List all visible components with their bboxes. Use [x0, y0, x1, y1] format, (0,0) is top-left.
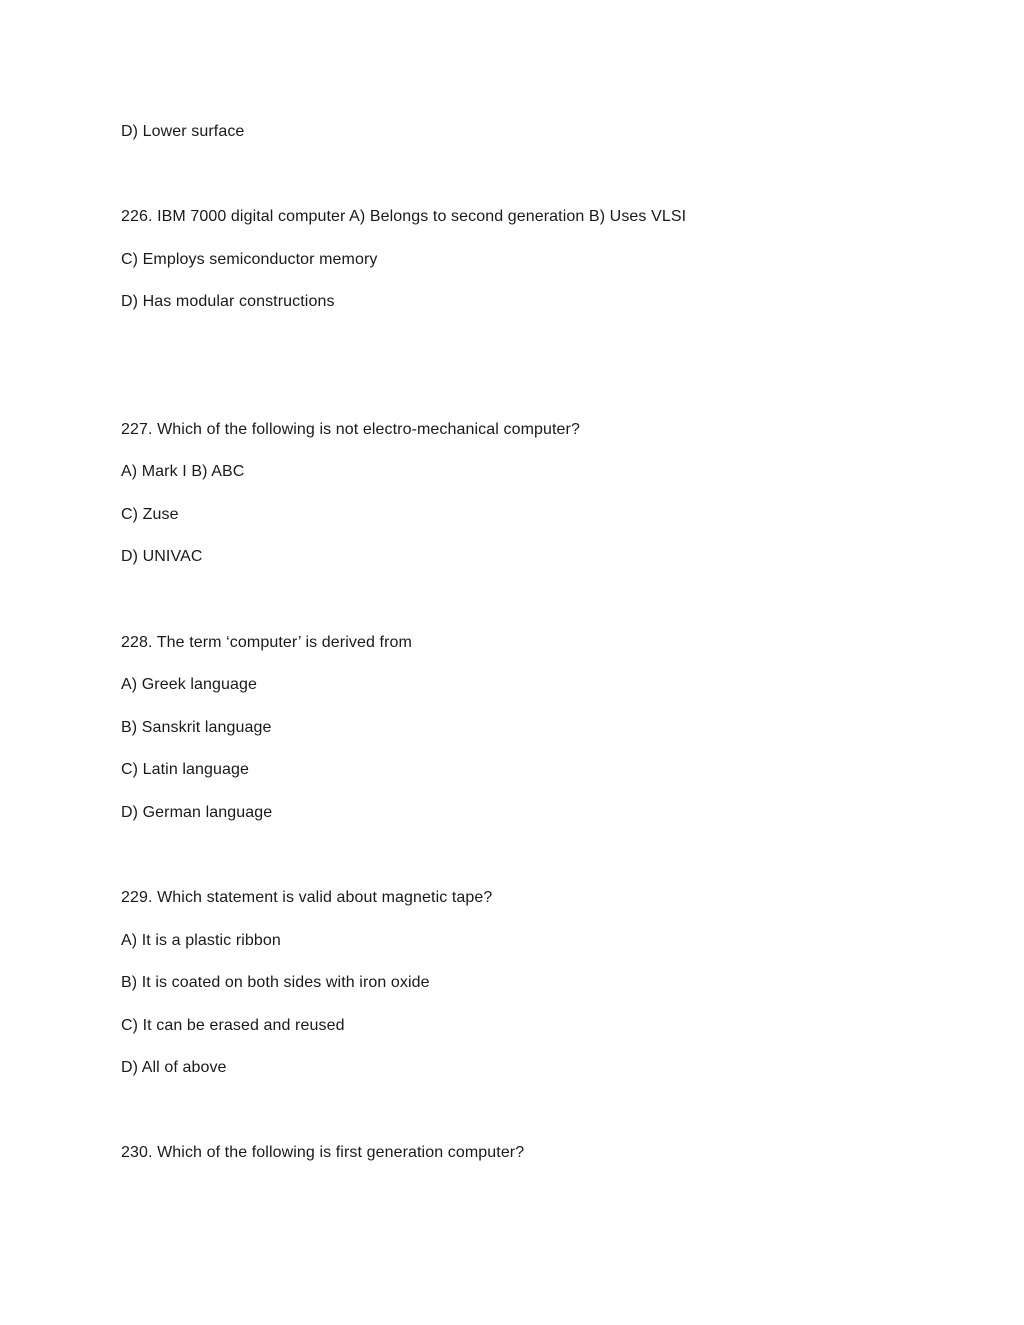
- question-227-option-c: C) Zuse: [121, 506, 179, 523]
- question-227-option-d: D) UNIVAC: [121, 548, 203, 565]
- question-228: 228. The term ‘computer’ is derived from: [121, 634, 412, 651]
- question-227-option-ab: A) Mark I B) ABC: [121, 463, 245, 480]
- question-226: 226. IBM 7000 digital computer A) Belongs to second generation B) Uses VLSI: [121, 208, 687, 225]
- question-228-option-d: D) German language: [121, 804, 273, 821]
- question-229-option-b: B) It is coated on both sides with iron oxide: [121, 974, 430, 991]
- question-229-option-c: C) It can be erased and reused: [121, 1017, 345, 1034]
- question-229-option-d: D) All of above: [121, 1059, 227, 1076]
- question-229-option-a: A) It is a plastic ribbon: [121, 932, 281, 949]
- question-229: 229. Which statement is valid about magnetic tape?: [121, 889, 493, 906]
- question-228-option-b: B) Sanskrit language: [121, 719, 272, 736]
- question-230: 230. Which of the following is first generation computer?: [121, 1144, 525, 1161]
- prev-option-d: D) Lower surface: [121, 123, 245, 140]
- question-226-option-c: C) Employs semiconductor memory: [121, 251, 378, 268]
- question-228-option-a: A) Greek language: [121, 676, 258, 693]
- question-227: 227. Which of the following is not electro-mechanical computer?: [121, 421, 580, 438]
- question-226-option-d: D) Has modular constructions: [121, 293, 335, 310]
- question-228-option-c: C) Latin language: [121, 761, 250, 778]
